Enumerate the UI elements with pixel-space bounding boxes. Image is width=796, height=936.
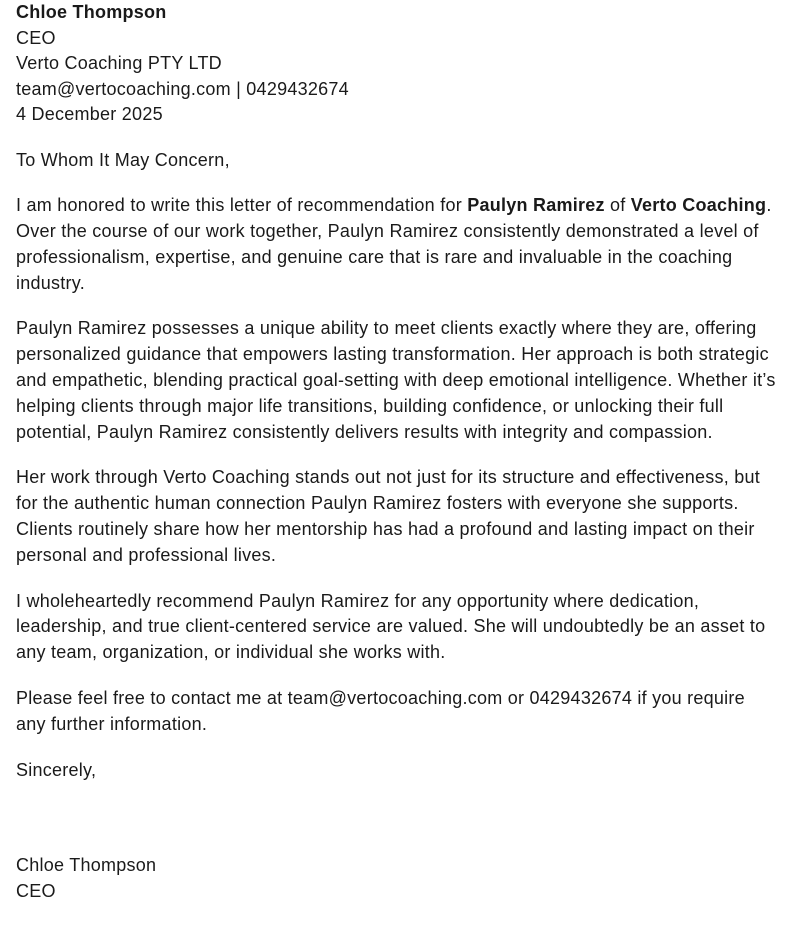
sender-title: CEO [16,27,56,48]
sender-company: Verto Coaching PTY LTD [16,53,222,73]
paragraph-contact: Please feel free to contact me at team@vertocoaching.com or 0429432674 if you require any further information. [16,688,745,734]
signature-space [16,783,776,853]
intro-text-3: . Over the course of our work together, Paulyn Ramirez consistently demonstrated a level of professionalism, expertise, and genuine care that is rare and invaluable in the coaching industry. [16,195,772,293]
paragraph-abilities: Paulyn Ramirez possesses a unique ability to meet clients exactly where they are, offering personalized guidance that empowers lasting transformation. Her approach is both strategic and empathetic, blending practical goal-setting with deep emotional intelligence. Whether it’s helping clients through major life transitions, building confidence, or unlocking their full potential, Paulyn Ramirez consistently delivers results with integrity and compassion. [16,318,776,442]
signature-block [16,853,776,905]
sender-contact: team@vertocoaching.com | 0429432674 [16,78,349,99]
sender-name: Chloe Thompson [16,2,167,22]
letter-date: 4 December 2025 [16,104,163,124]
closing: Sincerely, [16,759,97,780]
signature-title: CEO [16,881,56,902]
candidate-name: Paulyn Ramirez [467,195,605,216]
intro-text-1: I am honored to write this letter of recommendation for [16,195,468,216]
intro-text-2: of [604,195,631,216]
paragraph-impact: Her work through Verto Coaching stands out not just for its structure and effectiveness, but for the authentic human connection Paulyn Ramirez fosters with everyone she supports. Clients routinely share how her mentorship has had a profound and lasting impact on their personal and professional lives. [16,467,761,565]
sender-header [16,0,776,128]
salutation: To Whom It May Concern, [16,149,230,170]
paragraph-recommendation: I wholeheartedly recommend Paulyn Ramirez for any opportunity where dedication, leadership, and true client-centered service are valued. She will undoubtedly be an asset to any team, organization, or individual she works with. [16,590,766,663]
company-name: Verto Coaching [630,195,767,216]
paragraph-intro [16,193,776,296]
signature-name: Chloe Thompson [16,855,157,876]
